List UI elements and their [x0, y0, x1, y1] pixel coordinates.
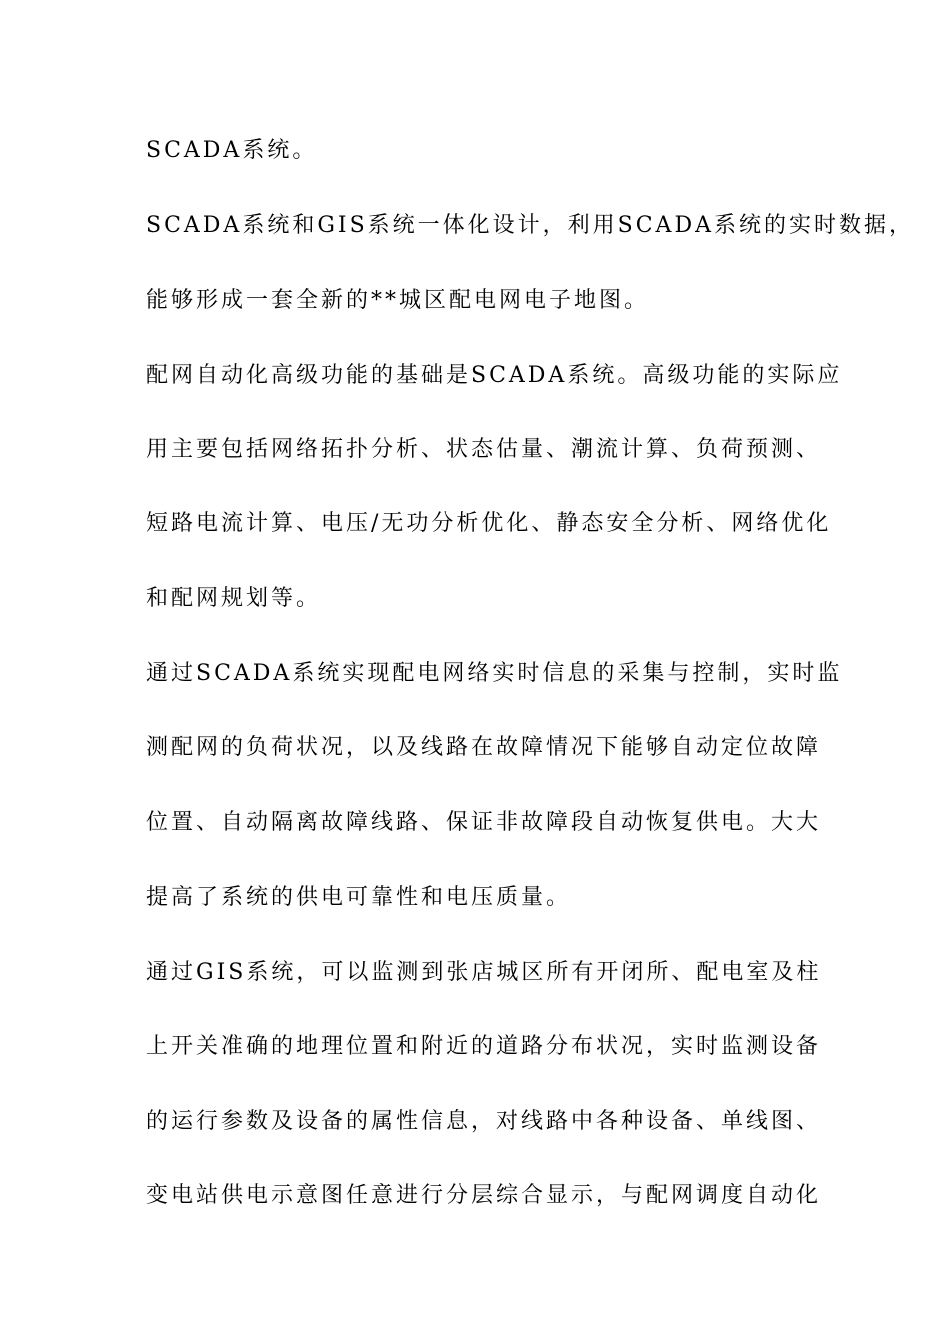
text-line: SCADA系统和GIS系统一体化设计，利用SCADA系统的实时数据， [146, 213, 914, 238]
text-line: 测配网的负荷状况，以及线路在故障情况下能够自动定位故障 [146, 735, 822, 760]
text-line: 通过SCADA系统实现配电网络实时信息的采集与控制，实时监 [146, 661, 843, 686]
text-line: 用主要包括网络拓扑分析、状态估量、潮流计算、负荷预测、 [146, 437, 822, 462]
text-line: 通过GIS系统，可以监测到张店城区所有开闭所、配电室及柱 [146, 960, 822, 985]
text-line: 位置、自动隔离故障线路、保证非故障段自动恢复供电。大大 [146, 810, 822, 835]
text-line: 和配网规划等。 [146, 586, 322, 611]
text-line: 提高了系统的供电可靠性和电压质量。 [146, 885, 572, 910]
text-line: 短路电流计算、电压/无功分析优化、静态安全分析、网络优化 [146, 511, 832, 536]
text-line: SCADA系统。 [146, 138, 318, 163]
text-line: 变电站供电示意图任意进行分层综合显示，与配网调度自动化 [146, 1183, 822, 1208]
text-line: 配网自动化高级功能的基础是SCADA系统。高级功能的实际应 [146, 363, 843, 388]
text-line: 能够形成一套全新的**城区配电网电子地图。 [146, 288, 650, 313]
text-line: 上开关准确的地理位置和附近的道路分布状况，实时监测设备 [146, 1034, 822, 1059]
text-line: 的运行参数及设备的属性信息，对线路中各种设备、单线图、 [146, 1109, 822, 1134]
